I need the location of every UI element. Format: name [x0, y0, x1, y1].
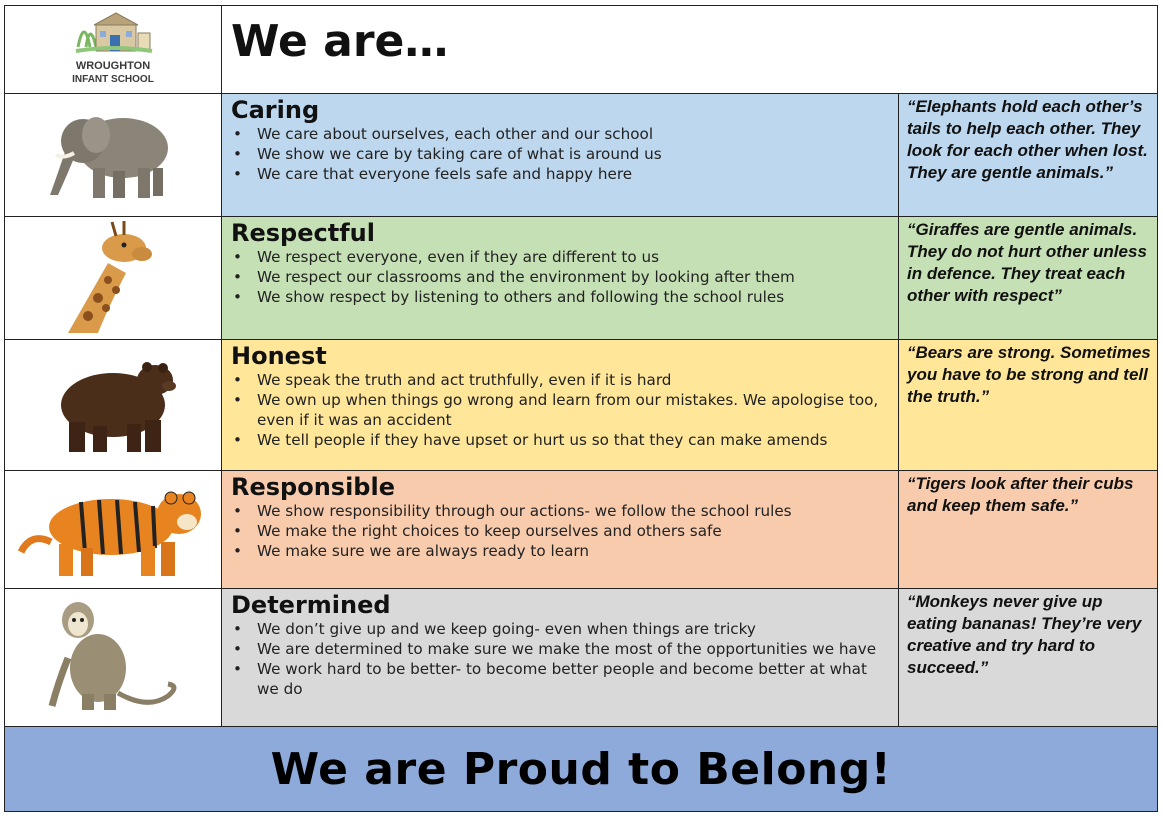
animal-quote: “Giraffes are gentle animals. They do not hurt other unless in defence. They treat each other with respect”	[907, 220, 1147, 305]
value-bullets	[231, 619, 888, 699]
list-item: • We care about ourselves, each other and our school	[231, 124, 888, 144]
footer-banner	[5, 727, 1158, 812]
list-item: • We show responsibility through our actions- we follow the school rules	[231, 501, 888, 521]
value-row-responsible	[5, 471, 1158, 589]
value-bullets	[231, 501, 888, 561]
logo-text-line2: INFANT SCHOOL	[72, 74, 154, 85]
value-bullets	[231, 370, 888, 450]
list-item: • We speak the truth and act truthfully, even if it is hard	[231, 370, 888, 390]
quote-cell	[899, 340, 1158, 471]
quote-cell	[899, 471, 1158, 589]
footer-row	[5, 727, 1158, 812]
list-item: • We care that everyone feels safe and happy here	[231, 164, 888, 184]
value-cell	[222, 217, 899, 340]
quote-cell	[899, 94, 1158, 217]
page-title: We are…	[231, 16, 449, 67]
value-heading: Caring	[231, 96, 320, 124]
school-logo	[68, 7, 158, 87]
value-heading: Respectful	[231, 219, 375, 247]
value-row-respectful	[5, 217, 1158, 340]
value-bullets	[231, 247, 888, 307]
list-item: • We own up when things go wrong and learn from our mistakes. We apologise too, even if it was an accident	[231, 390, 888, 430]
value-row-honest	[5, 340, 1158, 471]
animal-cell	[5, 340, 222, 471]
elephant-icon	[38, 103, 188, 203]
giraffe-icon	[58, 218, 168, 333]
animal-quote: “Tigers look after their cubs and keep them safe.”	[907, 474, 1134, 515]
animal-cell	[5, 589, 222, 727]
footer-slogan: We are Proud to Belong!	[270, 743, 892, 795]
animal-quote: “Elephants hold each other’s tails to help each other. They look for each other when lost. They are gentle animals.”	[907, 97, 1148, 182]
animal-cell	[5, 94, 222, 217]
animal-cell	[5, 217, 222, 340]
value-bullets	[231, 124, 888, 184]
list-item: • We tell people if they have upset or hurt us so that they can make amends	[231, 430, 888, 450]
animal-cell	[5, 471, 222, 589]
bear-icon	[43, 350, 183, 455]
value-cell	[222, 340, 899, 471]
tiger-icon	[11, 472, 216, 582]
animal-quote: “Monkeys never give up eating bananas! They’re very creative and try hard to succeed.”	[907, 592, 1142, 677]
value-cell	[222, 471, 899, 589]
value-cell	[222, 94, 899, 217]
list-item: • We are determined to make sure we make the most of the opportunities we have	[231, 639, 888, 659]
values-table	[4, 5, 1158, 812]
logo-cell	[5, 6, 222, 94]
value-row-caring	[5, 94, 1158, 217]
title-cell	[222, 6, 1158, 94]
quote-cell	[899, 217, 1158, 340]
logo-text-line1: WROUGHTON	[75, 60, 151, 72]
header-row	[5, 6, 1158, 94]
animal-quote: “Bears are strong. Sometimes you have to be strong and tell the truth.”	[907, 343, 1151, 406]
value-heading: Honest	[231, 342, 327, 370]
list-item: • We work hard to be better- to become better people and become better at what we do	[231, 659, 888, 699]
value-cell	[222, 589, 899, 727]
value-heading: Responsible	[231, 473, 395, 501]
value-row-determined	[5, 589, 1158, 727]
list-item: • We show respect by listening to others and following the school rules	[231, 287, 888, 307]
list-item: • We don’t give up and we keep going- even when things are tricky	[231, 619, 888, 639]
quote-cell	[899, 589, 1158, 727]
list-item: • We make the right choices to keep ourselves and others safe	[231, 521, 888, 541]
list-item: • We make sure we are always ready to learn	[231, 541, 888, 561]
list-item: • We show we care by taking care of what is around us	[231, 144, 888, 164]
list-item: • We respect our classrooms and the environment by looking after them	[231, 267, 888, 287]
list-item: • We respect everyone, even if they are different to us	[231, 247, 888, 267]
value-heading: Determined	[231, 591, 391, 619]
monkey-icon	[38, 598, 188, 713]
